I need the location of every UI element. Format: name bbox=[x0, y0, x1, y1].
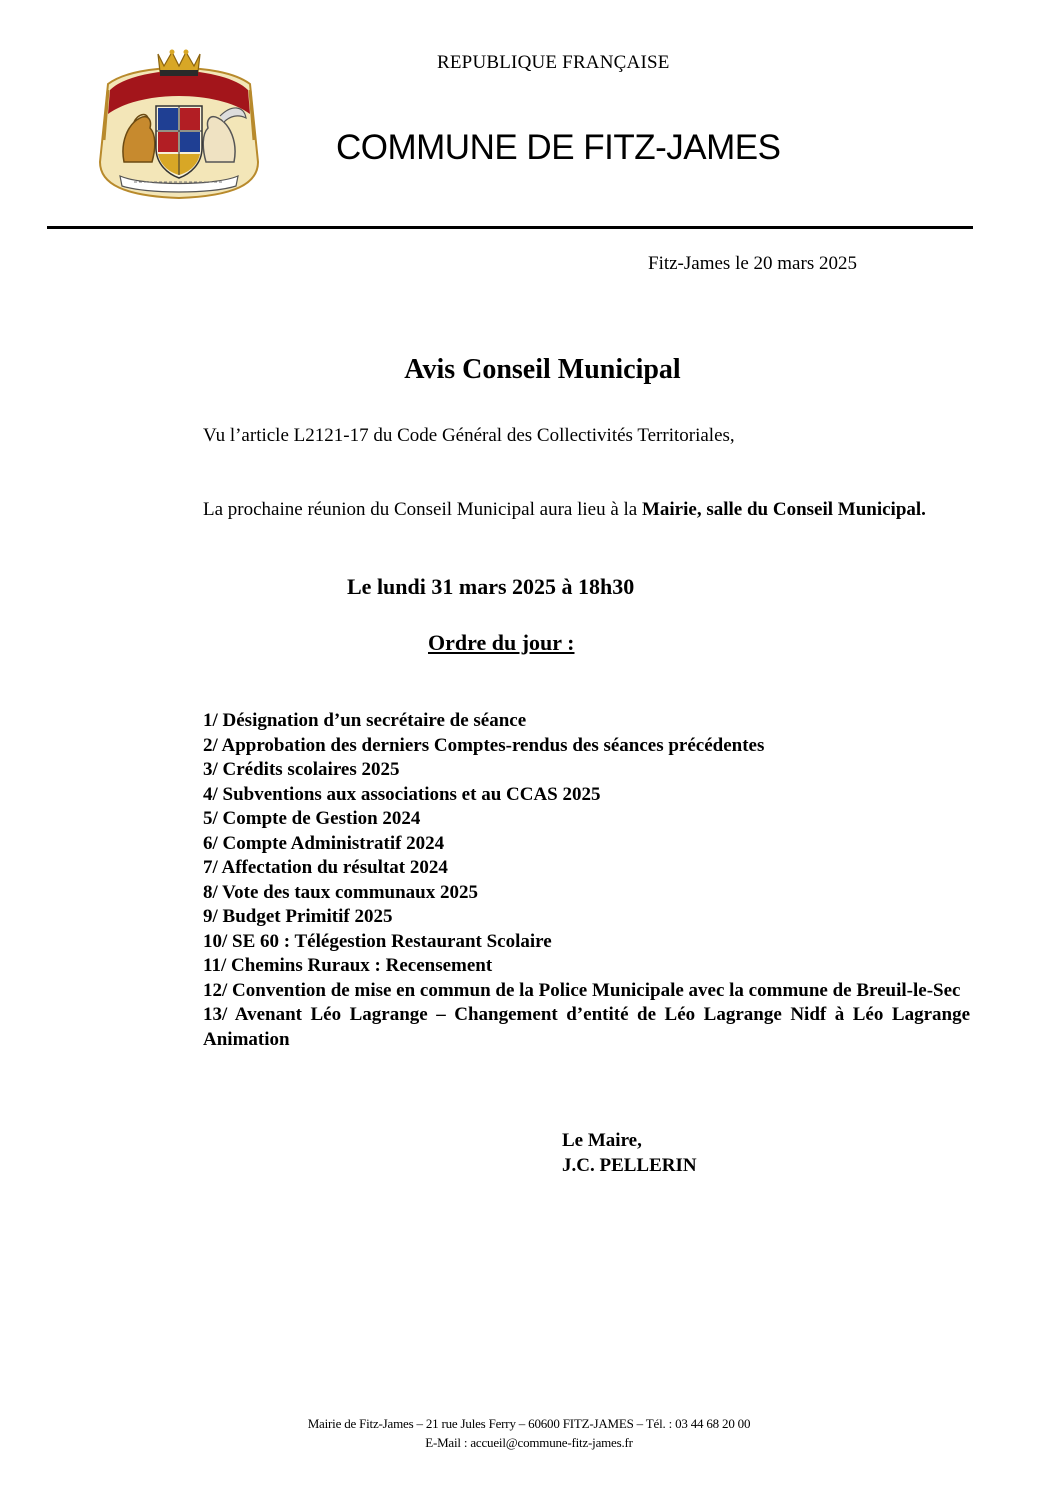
document-date: Fitz-James le 20 mars 2025 bbox=[648, 253, 857, 274]
page-title: Avis Conseil Municipal bbox=[404, 354, 681, 385]
agenda-item: 10/ SE 60 : Télégestion Restaurant Scolaire bbox=[203, 930, 552, 952]
meeting-datetime: Le lundi 31 mars 2025 à 18h30 bbox=[347, 574, 635, 599]
republic-heading: REPUBLIQUE FRANÇAISE bbox=[437, 52, 670, 73]
agenda-item: 5/ Compte de Gestion 2024 bbox=[203, 808, 421, 829]
agenda-item: 8/ Vote des taux communaux 2025 bbox=[203, 881, 478, 903]
signature-role: Le Maire, bbox=[562, 1130, 642, 1151]
coat-of-arms-icon bbox=[94, 44, 264, 202]
signature-block bbox=[562, 1128, 697, 1178]
agenda-item: 2/ Approbation des derniers Comptes-rendus des séances précédentes bbox=[203, 734, 765, 756]
commune-name: COMMUNE DE FITZ-JAMES bbox=[336, 128, 781, 167]
announcement-text: La prochaine réunion du Conseil Municipal aura lieu à la bbox=[203, 499, 642, 520]
meeting-announcement bbox=[203, 498, 943, 522]
signature-name: J.C. PELLERIN bbox=[562, 1155, 697, 1176]
footer bbox=[0, 1414, 1058, 1452]
agenda-item: 13/ Avenant Léo Lagrange – Changement d’entité de Léo Lagrange Nidf à Léo Lagrange Animation bbox=[203, 1004, 970, 1050]
agenda-item: 11/ Chemins Ruraux : Recensement bbox=[203, 955, 493, 976]
agenda-item: 7/ Affectation du résultat 2024 bbox=[203, 857, 448, 878]
agenda-item: 9/ Budget Primitif 2025 bbox=[203, 906, 393, 927]
agenda-item: 4/ Subventions aux associations et au CCAS 2025 bbox=[203, 783, 601, 805]
meeting-location: Mairie, salle du Conseil Municipal. bbox=[641, 499, 926, 520]
header-divider bbox=[47, 226, 973, 229]
agenda-item: 12/ Convention de mise en commun de la Police Municipale avec la commune de Breuil-le-Sec bbox=[203, 979, 961, 1001]
agenda-item: 1/ Désignation d’un secrétaire de séance bbox=[203, 710, 527, 731]
footer-email: E-Mail : accueil@commune-fitz-james.fr bbox=[425, 1435, 633, 1450]
legal-reference: Vu l’article L2121-17 du Code Général des Collectivités Territoriales, bbox=[203, 425, 735, 446]
agenda-item: 6/ Compte Administratif 2024 bbox=[203, 832, 445, 854]
agenda-heading: Ordre du jour : bbox=[428, 630, 575, 655]
agenda-item: 3/ Crédits scolaires 2025 bbox=[203, 759, 400, 780]
footer-address: Mairie de Fitz-James – 21 rue Jules Ferry – 60600 FITZ-JAMES – Tél. : 03 44 68 20 00 bbox=[307, 1416, 751, 1431]
agenda-list bbox=[203, 709, 970, 1052]
